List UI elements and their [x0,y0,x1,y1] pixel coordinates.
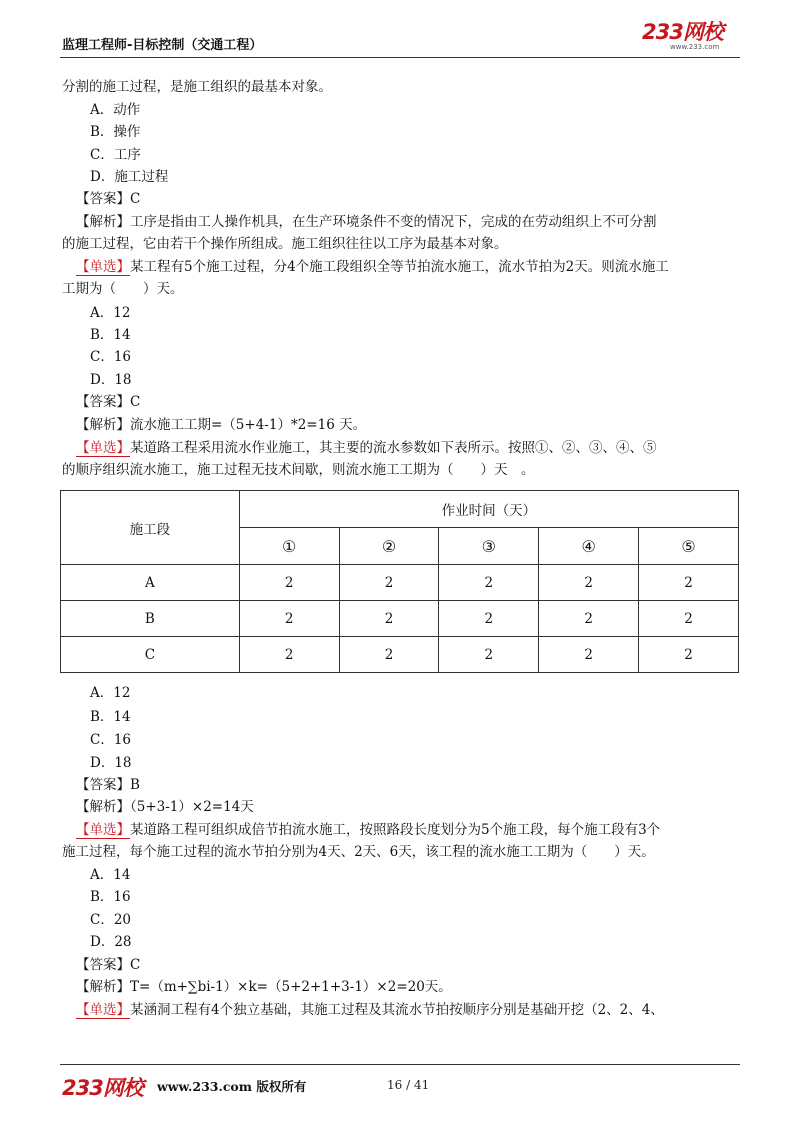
table-col-header: ⑤ [639,528,739,565]
q3-option-d: D．18 [90,755,132,771]
table-row [61,565,739,601]
footer-rule [60,1064,740,1065]
q4-answer [76,955,140,975]
logo-text: 233网校 [642,20,723,44]
flow-parameter-table [60,490,739,673]
table-cell: 2 [539,637,639,673]
table-row [61,601,739,637]
footer-copyright: www.233.com 版权所有 [157,1079,307,1094]
table-cell: 2 [239,601,339,637]
explanation-label: 【解析】 [76,417,130,433]
table-cell: 2 [439,601,539,637]
answer-value: B [130,777,140,793]
answer-label: 【答案】 [76,777,130,793]
question-type-tag: 【单选】 [76,259,130,275]
question-type-tag: 【单选】 [76,822,130,838]
q4-explanation [76,977,452,997]
header-rule [60,57,740,58]
explanation-label: 【解析】 [76,214,130,230]
explanation-text: 工序是指由工人操作机具，在生产环境条件不变的情况下，完成的在劳动组织上不可分割 [130,214,657,230]
table-cell: 2 [539,601,639,637]
table-cell: 2 [639,565,739,601]
explanation-text: 流水施工工期=（5+4-1）*2=16 天。 [130,417,367,433]
answer-label: 【答案】 [76,191,130,207]
q1-option-a: A．动作 [90,102,141,118]
question-stem: 某道路工程采用流水作业施工，其主要的流水参数如下表所示。按照①、②、③、④、⑤ [130,440,657,456]
q1-answer [76,189,140,209]
question-stem: 某道路工程可组织成倍节拍流水施工，按照路段长度划分为5个施工段，每个施工段有3个 [130,822,661,838]
q3-explanation [76,797,254,817]
q4-option-c: C．20 [90,912,132,928]
q2-option-d: D．18 [90,372,132,388]
table-row-label: A [61,565,240,601]
table-cell: 2 [439,565,539,601]
q1-explanation-line2: 的施工过程，它由若干个操作所组成。施工组织往往以工序为最基本对象。 [62,236,508,252]
explanation-text: （5+3-1）×2=14天 [130,799,254,815]
table-cell: 2 [339,637,439,673]
q3-option-c: C．16 [90,732,132,748]
q3-answer [76,775,140,795]
table-col-header: ② [339,528,439,565]
page-number: 16 / 41 [387,1078,430,1092]
logo-url: www.233.com [670,43,720,51]
answer-label: 【答案】 [76,957,130,973]
table-cell: 2 [339,601,439,637]
question-type-tag: 【单选】 [76,440,130,456]
q4-option-d: D．28 [90,934,132,950]
q4-option-a: A．14 [90,867,131,883]
header-title: 监理工程师-目标控制（交通工程） [62,38,263,53]
brand-logo[interactable] [642,22,742,52]
table-cell: 2 [239,637,339,673]
q3-option-b: B．14 [90,709,131,725]
q1-stem-continuation: 分割的施工过程，是施工组织的最基本对象。 [62,79,332,95]
footer-logo[interactable]: 233网校 [62,1076,143,1100]
question-stem: 某涵洞工程有4个独立基础，其施工过程及其流水节拍按顺序分别是基础开挖（2、2、4、 [130,1002,664,1018]
q2-explanation [76,415,366,435]
q4-option-b: B．16 [90,889,131,905]
question-type-tag: 【单选】 [76,1002,130,1018]
table-cell: 2 [439,637,539,673]
explanation-label: 【解析】 [76,979,130,995]
q3-stem-line2: 的顺序组织流水施工，施工过程无技术间歇，则流水施工工期为（ ）天 。 [62,462,535,478]
q2-option-a: A．12 [90,305,131,321]
table-cell: 2 [339,565,439,601]
table-cell: 2 [539,565,639,601]
answer-value: C [130,394,141,410]
q3-stem [76,438,657,458]
table-col-header: ① [239,528,339,565]
q4-stem-line2: 施工过程，每个施工过程的流水节拍分别为4天、2天、6天，该工程的流水施工工期为（ ）天。 [62,844,655,860]
q1-option-d: D．施工过程 [90,169,169,185]
q3-option-a: A．12 [90,685,131,701]
q2-stem-line2: 工期为（ ）天。 [62,281,184,297]
q2-option-b: B．14 [90,327,131,343]
q2-option-c: C．16 [90,349,132,365]
table-col-header: ④ [539,528,639,565]
question-stem: 某工程有5个施工过程，分4个施工段组织全等节拍流水施工，流水节拍为2天。则流水施工 [130,259,669,275]
q5-stem [76,1000,664,1020]
table-row-label: B [61,601,240,637]
explanation-label: 【解析】 [76,799,130,815]
table-cell: 2 [239,565,339,601]
table-row-label: C [61,637,240,673]
answer-value: C [130,191,141,207]
answer-value: C [130,957,141,973]
q1-option-b: B．操作 [90,124,141,140]
table-header-group: 作业时间（天） [239,491,738,528]
table-cell: 2 [639,601,739,637]
q1-explanation [76,212,657,232]
table-header-section: 施工段 [61,491,240,565]
table-cell: 2 [639,637,739,673]
table-col-header: ③ [439,528,539,565]
q2-stem [76,257,669,277]
q4-stem [76,820,660,840]
answer-label: 【答案】 [76,394,130,410]
explanation-text: T=（m+∑bi-1）×k=（5+2+1+3-1）×2=20天。 [130,979,452,995]
q2-answer [76,392,140,412]
q1-option-c: C．工序 [90,147,141,163]
table-row [61,637,739,673]
